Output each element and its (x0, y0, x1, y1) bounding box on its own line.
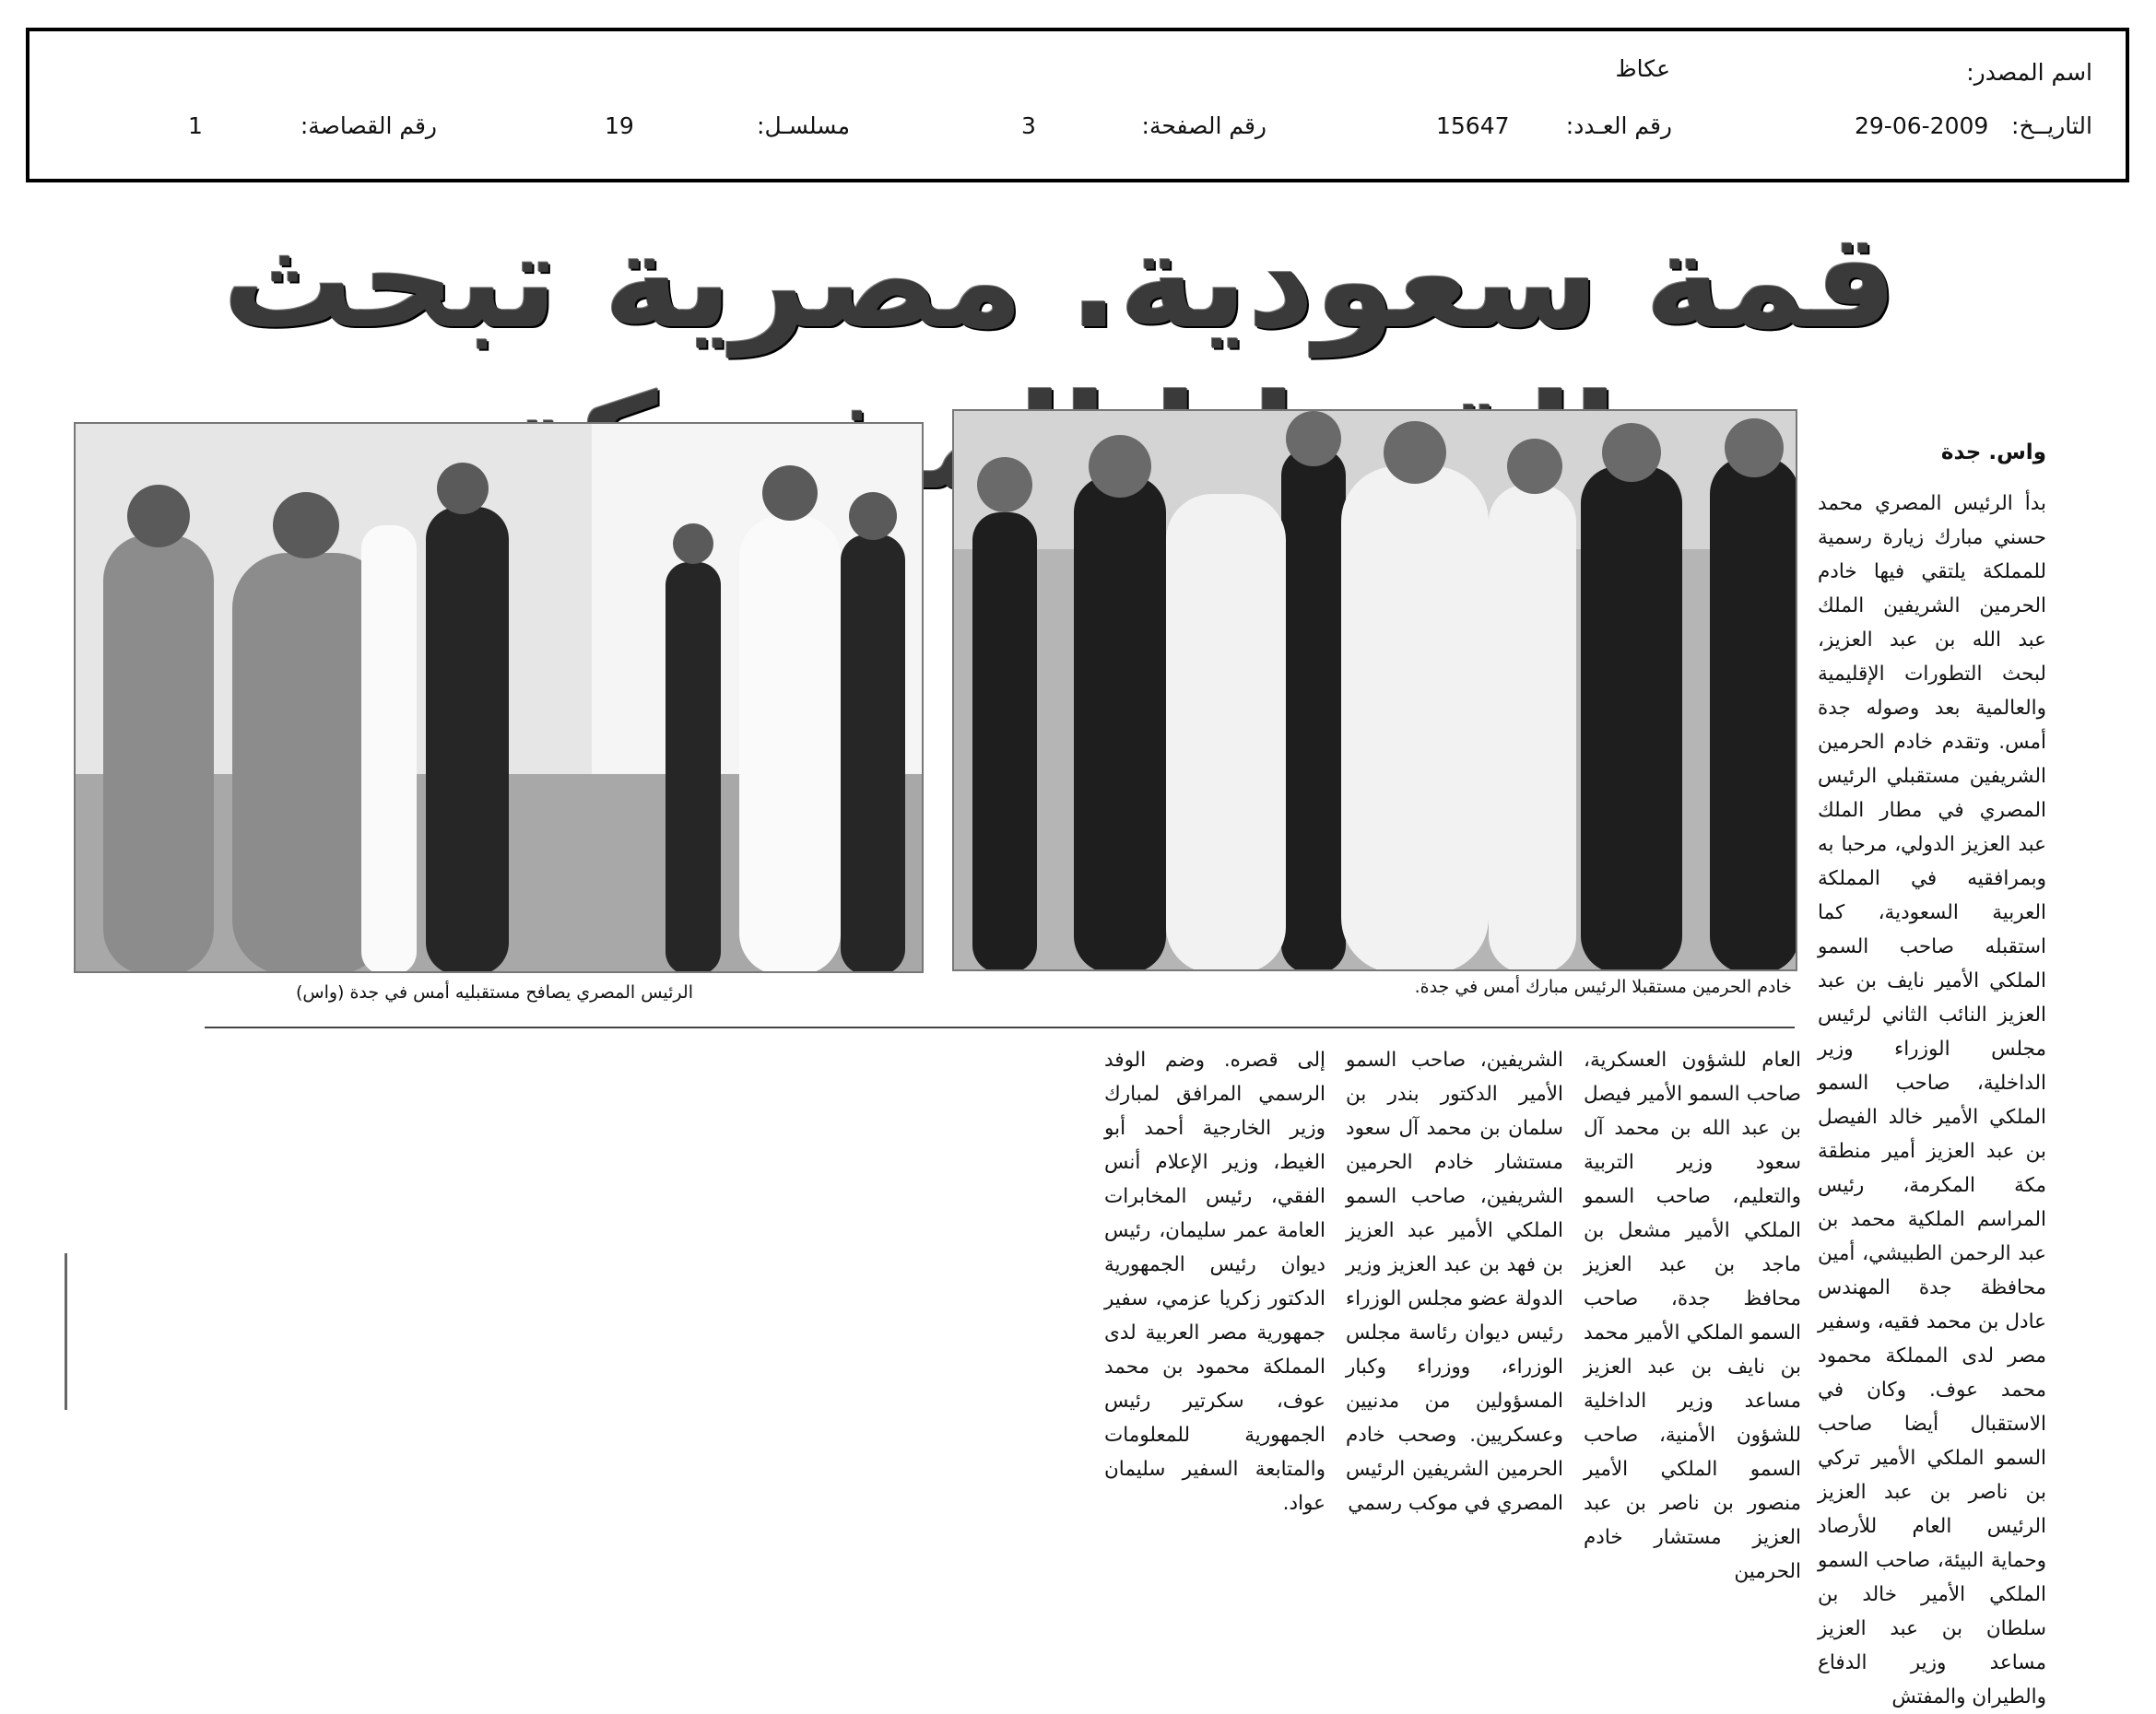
issue-value: 15647 (1436, 112, 1510, 139)
issue-label: رقم العـدد: (1565, 112, 1672, 139)
page-value: 3 (1021, 112, 1036, 139)
serial-label: مسلسـل: (757, 112, 850, 139)
article-column-4 (1104, 1043, 1325, 1515)
column-3-text: الشريفين، صاحب السمو الأمير الدكتور بندر بن سلمان بن محمد آل سعود مستشار خادم الحرمين الشريفين، صاحب السمو الملكي الأمير عبد العزيز بن فهد بن عبد العزيز وزير الدولة عضو مجلس الوزراء رئيس ديوان رئاسة مجلس الوزراء، ووزراء وكبار المسؤولين من مدنيين وعسكريين. وصحب خادم الحرمين الشريفين الرئيس المصري في موكب رسمي (1346, 1049, 1563, 1515)
article-headline: قمة سعودية. مصرية تبحث (222, 205, 1898, 358)
photo-left-image (76, 424, 924, 973)
article-column-1 (1818, 487, 2046, 1708)
serial-value: 19 (605, 112, 634, 139)
source-value: عكاظ (1615, 55, 1670, 82)
column-1-text: بدأ الرئيس المصري محمد حسني مبارك زيارة رسمية للمملكة يلتقي فيها خادم الحرمين الشريفين الملك عبد الله بن عبد العزيز، لبحث التطورات الإقليمية والعالمية بعد وصوله جدة أمس. وتقدم خادم الحرمين الشريفين مستقبلي الرئيس المصري في مطار الملك عبد العزيز الدولي، مرحبا به وبمرافقيه في المملكة العربية السعودية، كما استقبله صاحب السمو الملكي الأمير نايف بن عبد العزيز النائب الثاني لرئيس مجلس الوزراء وزير الداخلية، صاحب السمو الملكي الأمير خالد الفيصل بن عبد العزيز أمير منطقة مكة المكرمة، رئيس المراسم الملكية محمد بن عبد الرحمن الطبيشي، أمين محافظة جدة المهندس عادل بن محمد فقيه، وسفير مصر لدى المملكة محمود محمد عوف. وكان في الاستقبال أيضا صاحب السمو الملكي الأمير تركي بن ناصر بن عبد العزيز الرئيس العام للأرصاد وحماية البيئة، صاحب السمو الملكي الأمير خالد بن سلطان بن عبد العزيز مساعد وزير الدفاع والطيران والمفتش (1818, 492, 2046, 1708)
article-column-2 (1584, 1043, 1801, 1583)
article-dateline: واس. جدة (1940, 440, 2046, 464)
photo-right-image (954, 411, 1797, 971)
caption-separator (205, 1027, 1795, 1028)
page-label: رقم الصفحة: (1141, 112, 1267, 139)
column-4-text: إلى قصره. وضم الوفد الرسمي المرافق لمبارك وزير الخارجية أحمد أبو الغيط، وزير الإعلام أنس الفقي، رئيس المخابرات العامة عمر سليمان، رئيس ديوان رئيس الجمهورية الدكتور زكريا عزمي، سفير جمهورية مصر العربية لدى المملكة محمود بن محمد عوف، سكرتير رئيس الجمهورية للمعلومات والمتابعة السفير سليمان عواد. (1104, 1049, 1325, 1515)
clip-value: 1 (188, 112, 203, 139)
date-label: التاريــخ: (2011, 112, 2092, 139)
article-column-3 (1346, 1043, 1563, 1515)
scan-margin-mark (65, 1253, 67, 1410)
photo-right-caption: خادم الحرمين مستقبلا الرئيس مبارك أمس في جدة. (1414, 977, 1792, 997)
photo-right (952, 409, 1797, 971)
clip-label: رقم القصاصة: (300, 112, 437, 139)
photo-left-caption: الرئيس المصري يصافح مستقبليه أمس في جدة (واس) (295, 982, 693, 1003)
photo-left (74, 422, 924, 973)
date-value: 29-06-2009 (1855, 112, 1989, 139)
clipping-header-box (26, 28, 2129, 182)
source-label: اسم المصدر: (1966, 59, 2092, 86)
column-2-text: العام للشؤون العسكرية، صاحب السمو الأمير فيصل بن عبد الله بن محمد آل سعود وزير التربية والتعليم، صاحب السمو الملكي الأمير مشعل بن ماجد بن عبد العزيز محافظ جدة، صاحب السمو الملكي الأمير محمد بن نايف بن عبد العزيز مساعد وزير الداخلية للشؤون الأمنية، صاحب السمو الملكي الأمير منصور بن ناصر بن عبد العزيز مستشار خادم الحرمين (1584, 1049, 1801, 1583)
